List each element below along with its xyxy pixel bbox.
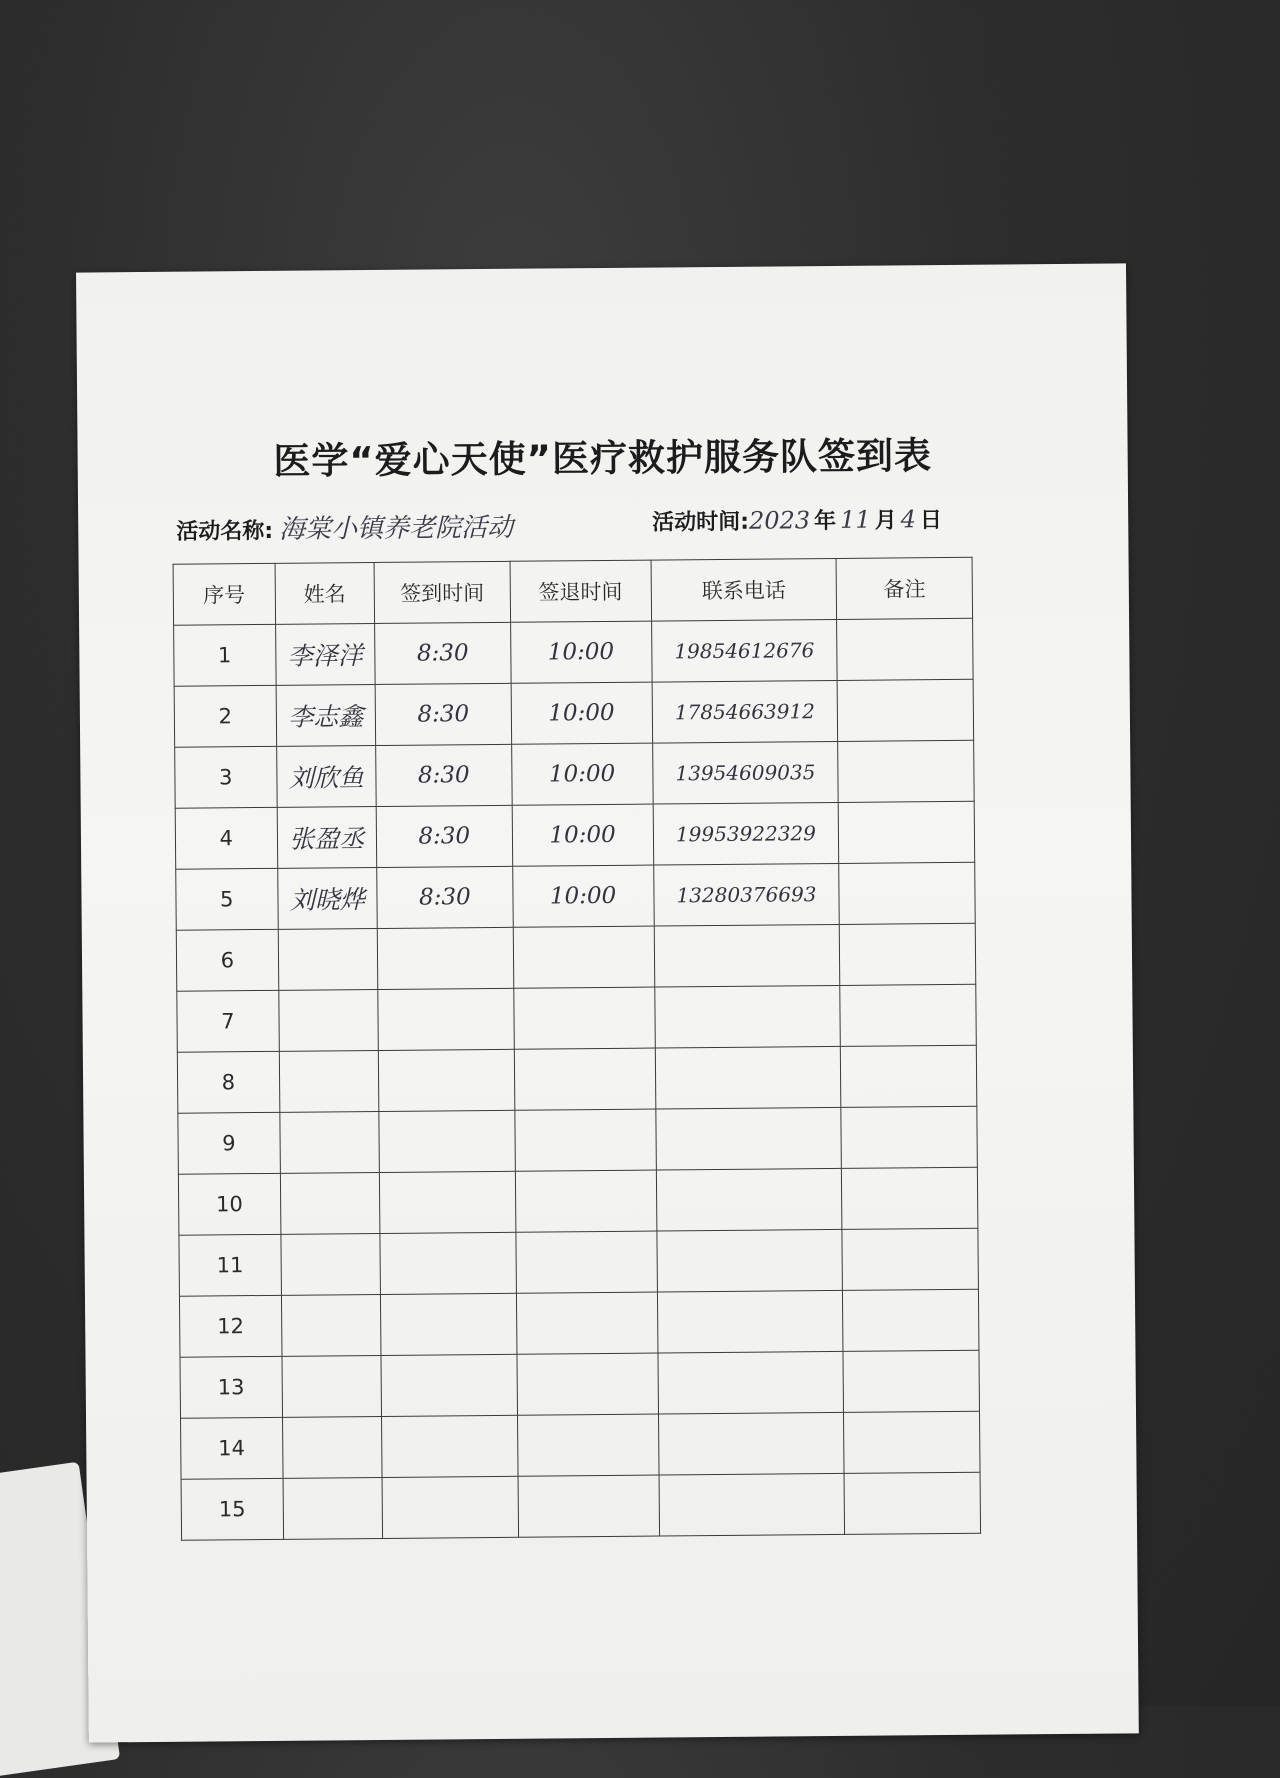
header-no: 序号 — [173, 563, 275, 625]
cell-sign-in-time — [382, 1415, 518, 1477]
cell-name — [281, 1294, 381, 1356]
cell-note — [840, 923, 976, 985]
cell-no: 5 — [176, 868, 278, 930]
header-sign-in-time: 签到时间 — [374, 561, 510, 623]
cell-note — [842, 1167, 978, 1229]
cell-name: 刘晓烨 — [277, 867, 377, 929]
table-row — [180, 1350, 980, 1418]
activity-time-label: 活动时间: — [652, 509, 750, 536]
cell-sign-out-time — [517, 1414, 659, 1476]
cell-note — [842, 1228, 978, 1290]
cell-note — [843, 1289, 979, 1351]
cell-name — [280, 1172, 380, 1234]
cell-name — [281, 1233, 381, 1295]
cell-sign-in-time: 8:30 — [377, 866, 513, 928]
cell-phone — [655, 1046, 841, 1109]
cell-note — [844, 1411, 980, 1473]
cell-no: 12 — [179, 1295, 281, 1357]
cell-note — [841, 1045, 977, 1107]
cell-note — [838, 679, 974, 741]
cell-name — [278, 928, 378, 990]
cell-sign-in-time: 8:30 — [376, 744, 512, 806]
cell-note — [843, 1350, 979, 1412]
cell-sign-in-time — [379, 1110, 515, 1172]
cell-phone — [654, 985, 840, 1048]
cell-sign-in-time — [381, 1354, 517, 1416]
header-note: 备注 — [836, 557, 972, 619]
activity-name — [176, 507, 513, 547]
cell-sign-out-time: 10:00 — [512, 865, 654, 927]
activity-year-unit: 年 — [814, 508, 837, 535]
cell-sign-in-time — [381, 1293, 517, 1355]
cell-phone: 13280376693 — [653, 863, 839, 926]
cell-sign-in-time: 8:30 — [375, 622, 511, 684]
table-row — [181, 1411, 981, 1479]
activity-year: 2023 — [748, 506, 811, 535]
cell-phone — [657, 1229, 843, 1292]
cell-sign-in-time: 8:30 — [375, 683, 511, 745]
cell-phone — [659, 1473, 845, 1536]
activity-day-unit: 日 — [919, 508, 943, 534]
cell-phone: 19953922329 — [653, 802, 839, 865]
cell-phone: 19854612676 — [651, 619, 837, 682]
cell-no: 10 — [178, 1173, 280, 1235]
cell-name: 张盈丞 — [277, 806, 377, 868]
cell-name: 刘欣鱼 — [276, 745, 376, 807]
cell-name — [283, 1477, 383, 1539]
table-row — [179, 1289, 979, 1357]
table-row — [176, 862, 976, 930]
cell-note — [844, 1472, 980, 1534]
cell-sign-out-time: 10:00 — [511, 743, 653, 805]
cell-no: 6 — [176, 929, 278, 991]
cell-sign-out-time — [515, 1170, 657, 1232]
header-name: 姓名 — [275, 562, 375, 624]
cell-sign-in-time — [380, 1232, 516, 1294]
cell-no: 8 — [177, 1051, 279, 1113]
cell-note — [838, 740, 974, 802]
activity-day: 4 — [900, 505, 917, 534]
cell-name: 李志鑫 — [276, 684, 376, 746]
cell-sign-out-time: 10:00 — [512, 804, 654, 866]
cell-note — [840, 984, 976, 1046]
cell-note — [837, 618, 973, 680]
table-row — [178, 1167, 978, 1235]
cell-sign-out-time — [513, 926, 655, 988]
cell-sign-out-time — [518, 1475, 660, 1537]
cell-name — [279, 1111, 379, 1173]
header-sign-out-time: 签退时间 — [510, 560, 652, 622]
table-row — [176, 923, 976, 991]
cell-name — [278, 989, 378, 1051]
activity-info-row — [176, 503, 1000, 550]
cell-sign-out-time — [517, 1353, 659, 1415]
table-row — [175, 740, 975, 808]
cell-sign-in-time: 8:30 — [376, 805, 512, 867]
cell-name — [279, 1050, 379, 1112]
cell-no: 1 — [174, 624, 276, 686]
activity-name-value: 海棠小镇养老院活动 — [278, 512, 514, 545]
cell-phone — [656, 1168, 842, 1231]
header-phone: 联系电话 — [651, 558, 837, 621]
table-row — [179, 1228, 979, 1296]
table-row — [177, 984, 977, 1052]
cell-sign-in-time — [378, 988, 514, 1050]
cell-no: 7 — [177, 990, 279, 1052]
cell-no: 15 — [181, 1478, 283, 1540]
cell-no: 3 — [175, 746, 277, 808]
cell-name — [282, 1416, 382, 1478]
cell-note — [839, 862, 975, 924]
cell-no: 2 — [174, 685, 276, 747]
cell-no: 4 — [175, 807, 277, 869]
table-row — [174, 618, 974, 686]
cell-sign-in-time — [378, 1049, 514, 1111]
cell-no: 11 — [179, 1234, 281, 1296]
sign-in-sheet — [76, 263, 1139, 1742]
cell-phone — [654, 924, 840, 987]
cell-name: 李泽洋 — [275, 623, 375, 685]
table-row — [175, 801, 975, 869]
cell-no: 9 — [178, 1112, 280, 1174]
cell-sign-out-time: 10:00 — [510, 621, 652, 683]
table-row — [174, 679, 974, 747]
cell-phone — [657, 1290, 843, 1353]
cell-sign-in-time — [377, 927, 513, 989]
activity-name-label: 活动名称: — [176, 518, 274, 545]
cell-name — [282, 1355, 382, 1417]
sheet-title: 医学“爱心天使”医疗救护服务队签到表 — [273, 434, 933, 483]
table-row — [181, 1472, 981, 1540]
sign-in-table — [173, 557, 981, 1541]
table-row — [177, 1045, 977, 1113]
cell-phone — [655, 1107, 841, 1170]
cell-sign-out-time — [514, 1109, 656, 1171]
cell-sign-out-time — [514, 1048, 656, 1110]
cell-phone — [658, 1412, 844, 1475]
cell-phone — [658, 1351, 844, 1414]
cell-sign-out-time — [513, 987, 655, 1049]
cell-note — [839, 801, 975, 863]
activity-month: 11 — [839, 505, 871, 534]
cell-no: 14 — [181, 1417, 283, 1479]
activity-month-unit: 月 — [874, 508, 897, 534]
cell-sign-in-time — [379, 1171, 515, 1233]
activity-time — [652, 503, 946, 537]
cell-sign-out-time — [516, 1292, 658, 1354]
cell-sign-out-time — [516, 1231, 658, 1293]
cell-sign-out-time: 10:00 — [511, 682, 653, 744]
cell-phone: 13954609035 — [652, 741, 838, 804]
cell-note — [841, 1106, 977, 1168]
cell-sign-in-time — [382, 1476, 518, 1538]
table-row — [178, 1106, 978, 1174]
cell-no: 13 — [180, 1356, 282, 1418]
table-header-row — [173, 557, 973, 625]
cell-phone: 17854663912 — [652, 680, 838, 743]
